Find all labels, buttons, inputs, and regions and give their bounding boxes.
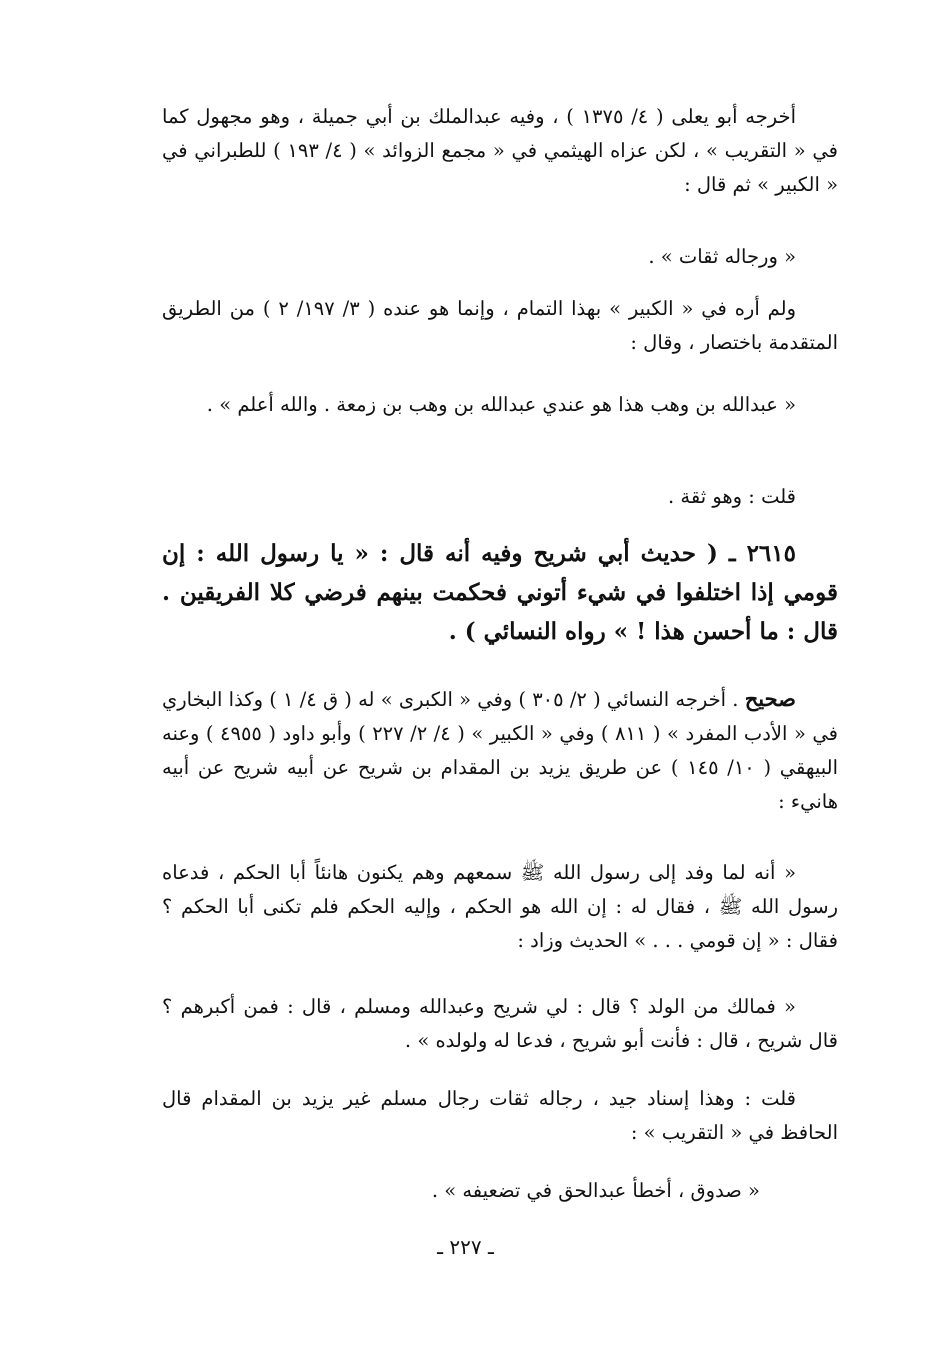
paragraph-text: « صدوق ، أخطأ عبدالحق في تضعيفه » . (431, 1179, 760, 1202)
paragraph-text: « ورجاله ثقات » . (648, 245, 796, 268)
paragraph-thiqa (162, 480, 838, 514)
paragraph-text: « فمالك من الولد ؟ قال : لي شريح وعبدالله ومسلم ، قال : فمن أكبرهم ؟ قال شريح ، قال : فأنت أبو شريح ، فدعا له ولولده » . (162, 995, 838, 1052)
hadith-text: ( حديث أبي شريح وفيه أنه قال : « يا رسول الله : إن قومي إذا اختلفوا في شيء أتوني فحكمت بينهم فرضي كلا الفريقين . قال : ما أحسن هذا ! » رواه النسائي ) . (162, 540, 838, 645)
paragraph-text: « عبدالله بن وهب هذا هو عندي عبدالله بن وهب بن زمعة . والله أعلم » . (206, 393, 796, 416)
paragraph-quote-children (162, 990, 838, 1058)
paragraph-isnad-judgement (162, 1082, 838, 1150)
paragraph-kabir-note (162, 292, 838, 360)
hadith-number: ٢٦١٥ ـ (728, 540, 796, 567)
paragraph-text: ولم أره في « الكبير » بهذا التمام ، وإنما هو عنده ( ٣/ ١٩٧/ ٢ ) من الطريق المتقدمة باختصار ، وقال : (162, 297, 838, 354)
paragraph-final-quote (162, 1174, 838, 1208)
hadith-entry (162, 534, 838, 651)
paragraph-quote-abu-hakam (162, 856, 838, 958)
paragraph-text: قلت : وهو ثقة . (667, 485, 796, 508)
paragraph-quote-abdullah (162, 388, 838, 422)
paragraph-text: « أنه لما وفد إلى رسول الله ﷺ سمعهم وهم يكنون هانئاً أبا الحكم ، فدعاه رسول الله ﷺ ، فقال له : إن الله هو الحكم ، وإليه الحكم فلم تكنى أبا الحكم ؟ فقال : « إن قومي . . . » الحديث وزاد : (162, 861, 838, 952)
paragraph-text: أخرجه أبو يعلى ( ٤/ ١٣٧٥ ) ، وفيه عبدالملك بن أبي جميلة ، وهو مجهول كما في « التقريب » ، لكن عزاه الهيثمي في « مجمع الزوائد » ( ٤/ ١٩٣ ) للطبراني في « الكبير » ثم قال : (162, 105, 838, 196)
hadith-grade: صحيح (744, 686, 796, 711)
page-number: ـ ٢٢٧ ـ (437, 1235, 494, 1259)
paragraph-quote-thiqat (162, 240, 838, 274)
takhrij-text: . أخرجه النسائي ( ٢/ ٣٠٥ ) وفي « الكبرى » له ( ق ٤/ ١ ) وكذا البخاري في « الأدب المفرد » ( ٨١١ ) وفي « الكبير » ( ٤/ ٢/ ٢٢٧ ) وأبو داود ( ٤٩٥٥ ) وعنه البيهقي ( ١٠/ ١٤٥ ) عن طريق يزيد بن المقدام بن شريح عن أبيه شريح عن أبيه هانيء : (162, 688, 838, 813)
paragraph-takhrij-nasai (162, 682, 838, 819)
paragraph-text: قلت : وهذا إسناد جيد ، رجاله ثقات رجال مسلم غير يزيد بن المقدام قال الحافظ في « التقريب » : (162, 1087, 838, 1144)
paragraph-takhrij-abu-yala (162, 100, 838, 202)
